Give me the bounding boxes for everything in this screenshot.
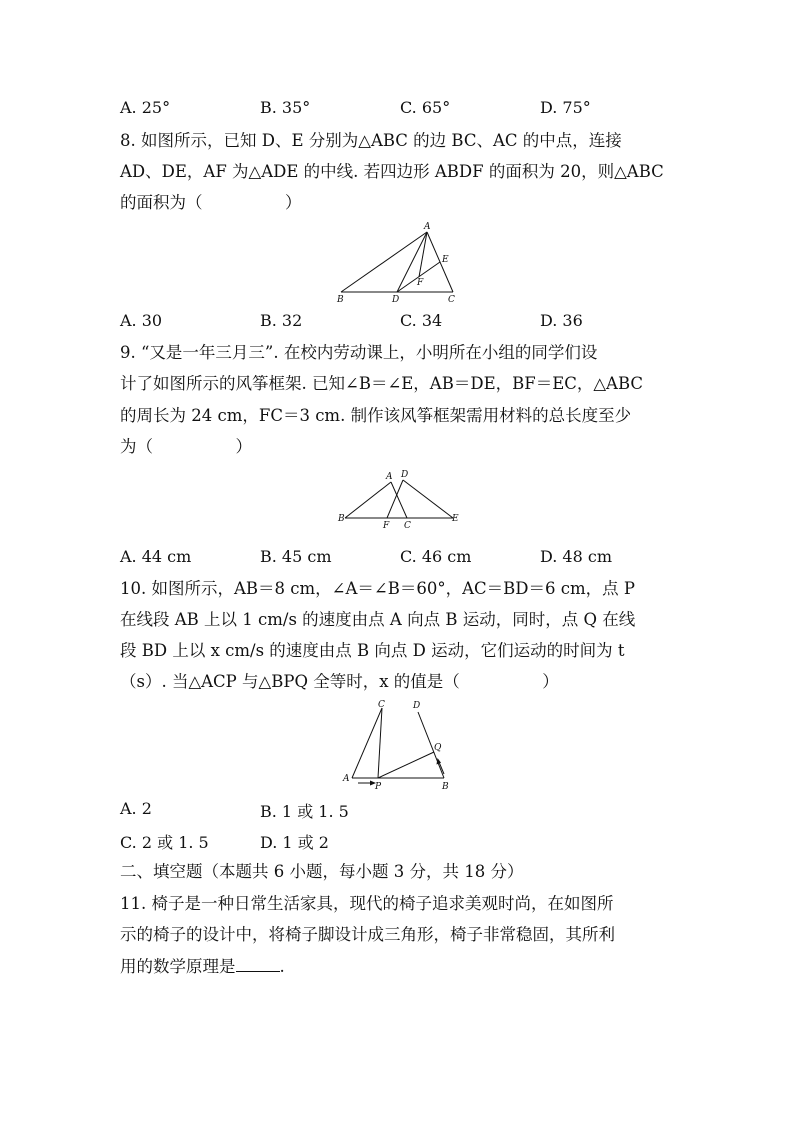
q9-line-4: 为（ ） — [120, 437, 252, 456]
q10-label-a: A — [343, 774, 350, 784]
q8-label-f: F — [417, 278, 424, 288]
section-2-heading: 二、填空题（本题共 6 小题，每小题 3 分，共 18 分） — [120, 862, 524, 881]
q9-label-b: B — [338, 514, 345, 524]
q8-option-b: B. 32 — [260, 311, 303, 330]
q9-option-b: B. 45 cm — [260, 547, 332, 566]
q11-line-3 — [120, 955, 285, 978]
q7-option-b: B. 35° — [260, 98, 311, 117]
q9-figure — [335, 468, 465, 531]
q11-line-2: 示的椅子的设计中，将椅子脚设计成三角形，椅子非常稳固，其所利 — [120, 925, 615, 944]
q8-label-a: A — [424, 222, 431, 232]
q11-line-3-text: 用的数学原理是 — [120, 957, 236, 976]
q9-label-c: C — [404, 521, 411, 531]
q9-option-d: D. 48 cm — [540, 547, 613, 566]
q10-label-c: C — [378, 700, 385, 710]
q10-option-b: B. 1 或 1. 5 — [260, 802, 349, 821]
q9-option-a: A. 44 cm — [120, 547, 192, 566]
q8-line-1: 8. 如图所示，已知 D、E 分别为△ABC 的边 BC、AC 的中点，连接 — [120, 131, 622, 150]
q11-answer-blank[interactable] — [236, 955, 280, 972]
q9-label-a: A — [386, 472, 393, 482]
q10-line-1: 10. 如图所示，AB＝8 cm，∠A＝∠B＝60°，AC＝BD＝6 cm，点 P — [120, 579, 635, 598]
q8-line-2: AD、DE，AF 为△ADE 的中线. 若四边形 ABDF 的面积为 20，则△ABC — [120, 162, 664, 181]
q10-option-c: C. 2 或 1. 5 — [120, 833, 209, 852]
q9-line-2: 计了如图所示的风筝框架. 已知∠B＝∠E，AB＝DE，BF＝EC，△ABC — [120, 374, 644, 393]
q9-label-f: F — [383, 521, 390, 531]
q10-line-4: （s）. 当△ACP 与△BPQ 全等时，x 的值是（ ） — [120, 672, 559, 691]
q8-option-a: A. 30 — [120, 311, 163, 330]
q10-line-2: 在线段 AB 上以 1 cm/s 的速度由点 A 向点 B 运动，同时，点 Q 在线 — [120, 610, 636, 629]
q9-label-e: E — [452, 514, 459, 524]
q8-option-c: C. 34 — [400, 311, 443, 330]
q8-label-d: D — [392, 295, 400, 305]
q10-label-b: B — [442, 782, 449, 792]
q8-option-d: D. 36 — [540, 311, 583, 330]
q10-option-d: D. 1 或 2 — [260, 833, 329, 852]
q7-option-c: C. 65° — [400, 98, 451, 117]
q8-line-3: 的面积为（ ） — [120, 193, 302, 212]
q8-figure — [333, 218, 473, 304]
q9-line-1: 9. “又是一年三月三”. 在校内劳动课上，小明所在小组的同学们设 — [120, 343, 598, 362]
q11-line-1: 11. 椅子是一种日常生活家具，现代的椅子追求美观时尚，在如图所 — [120, 894, 614, 913]
q8-label-b: B — [337, 295, 344, 305]
q11-line-end: . — [279, 957, 285, 976]
q10-option-a: A. 2 — [120, 799, 152, 818]
q10-label-p: P — [375, 782, 382, 792]
q10-figure — [340, 700, 460, 792]
q8-label-e: E — [442, 255, 449, 265]
q10-label-d: D — [413, 701, 421, 711]
q7-option-a: A. 25° — [120, 98, 171, 117]
q8-label-c: C — [448, 295, 455, 305]
arrow-up-icon — [437, 758, 442, 765]
q7-option-d: D. 75° — [540, 98, 591, 117]
q9-option-c: C. 46 cm — [400, 547, 472, 566]
q10-label-q: Q — [434, 743, 442, 753]
q9-line-3: 的周长为 24 cm，FC＝3 cm. 制作该风筝框架需用材料的总长度至少 — [120, 406, 632, 425]
q9-label-d: D — [401, 470, 409, 480]
q10-line-3: 段 BD 上以 x cm/s 的速度由点 B 向点 D 运动，它们运动的时间为 t — [120, 641, 625, 660]
